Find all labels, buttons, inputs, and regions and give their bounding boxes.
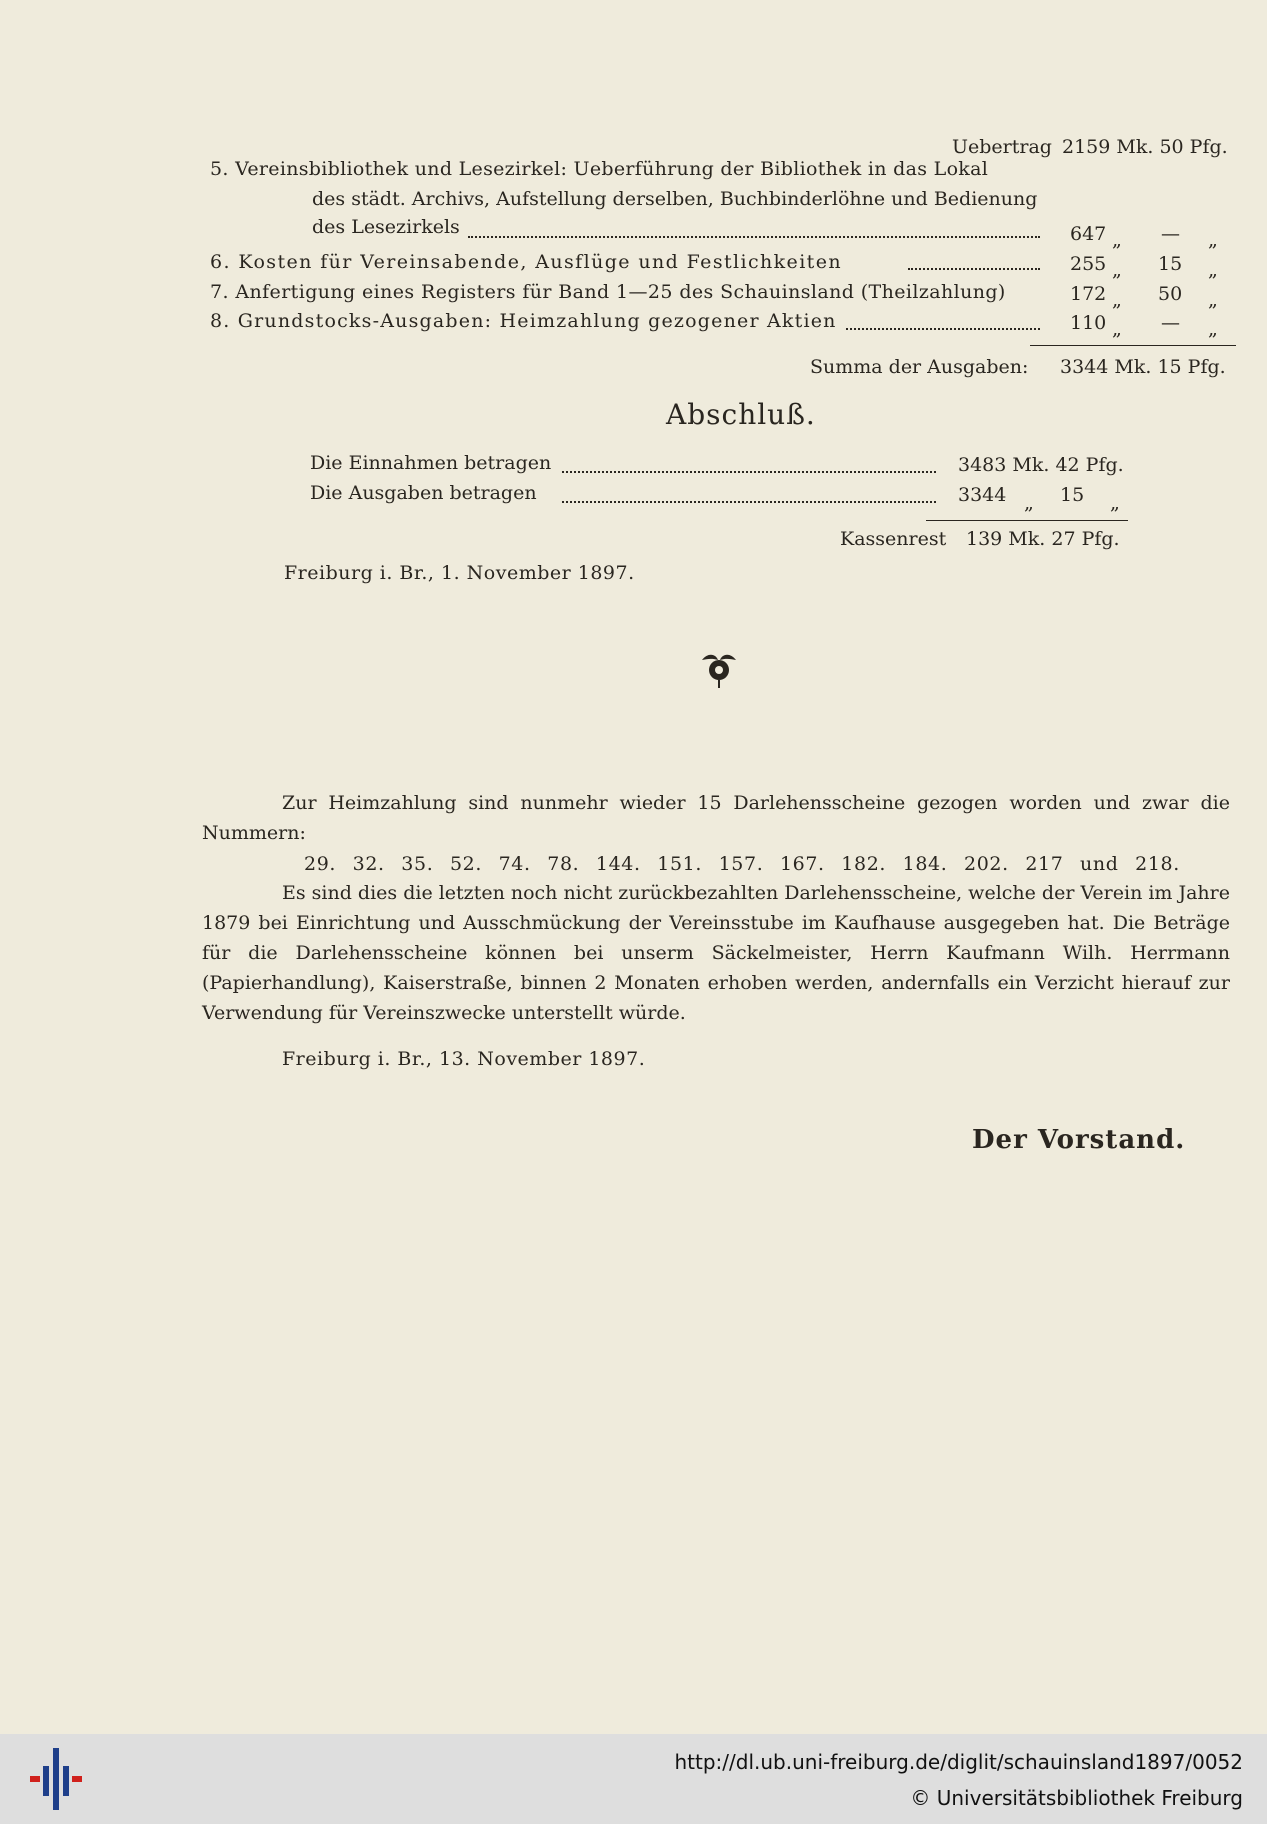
item7-pf: 50 [1158,283,1183,305]
leader-dots [562,501,936,503]
ditto-mark: „ [1110,492,1120,514]
item6-text: 6. Kosten für Vereinsabende, Ausflüge und Festlichkeiten [210,251,842,273]
ditto-mark: „ [1208,289,1218,311]
drawn-numbers: 29. 32. 35. 52. 74. 78. 144. 151. 157. 167. 182. 184. 202. 217 und 218. [304,853,1180,875]
permalink-url[interactable]: http://dl.ub.uni-freiburg.de/diglit/schauinsland1897/0052 [674,1750,1243,1774]
item5-pf: — [1161,223,1180,245]
notice-para1: Zur Heimzahlung sind nunmehr wieder 15 Darlehensscheine gezogen worden und zwar die Nummern: [202,792,1230,844]
ditto-mark: „ [1208,318,1218,340]
ornament-icon [698,650,740,690]
ditto-mark: „ [1208,259,1218,281]
library-footer [0,1734,1267,1824]
income-amount: 3483 Mk. 42 Pfg. [958,454,1124,476]
ditto-mark: „ [1208,229,1218,251]
sum-rule [1030,345,1236,346]
item8-pf: — [1161,312,1180,334]
item5-line2: des städt. Archivs, Aufstellung derselben, Buchbinderlöhne und Bedienung [312,188,1038,210]
notice-para2: Es sind dies die letzten noch nicht zurückbezahlten Darlehensscheine, welche der Verein im Jahre 1879 bei Einrichtung und Ausschmückung der Vereinsstube im Kaufhause ausgegeben hat. Die Beträge für die Darlehensscheine können bei unserm Säckelmeister, Herrn Kaufmann Wilh. Herrmann (Papierhandlung), Kaiserstraße, binnen 2 Monaten erhoben werden, andernfalls ein Verzicht hierauf zur Verwendung für Vereinszwecke unterstellt würde. [202,882,1230,1024]
signature: Der Vorstand. [972,1125,1186,1155]
item8-text: 8. Grundstocks-Ausgaben: Heimzahlung gezogener Aktien [210,310,837,332]
closing-heading: Abschluß. [666,398,816,431]
ditto-mark: „ [1024,492,1034,514]
item7-text: 7. Anfertigung eines Registers für Band 1—25 des Schauinsland (Theilzahlung) [210,281,1006,303]
item6-pf: 15 [1158,253,1183,275]
income-label: Die Einnahmen betragen [310,452,552,474]
closing-date: Freiburg i. Br., 1. November 1897. [284,562,635,584]
item5-line1: 5. Vereinsbibliothek und Lesezirkel: Ueberführung der Bibliothek in das Lokal [210,158,989,180]
leader-dots [468,236,1040,238]
ditto-mark: „ [1112,318,1122,340]
leader-dots [908,268,1040,270]
notice-date: Freiburg i. Br., 13. November 1897. [282,1048,646,1070]
total-amount: 3344 Mk. 15 Pfg. [1060,356,1226,378]
leader-dots [562,471,936,473]
copyright-text: © Universitätsbibliothek Freiburg [910,1786,1243,1810]
total-label: Summa der Ausgaben: [810,356,1029,378]
carry-label: Uebertrag [952,136,1052,158]
spend-mk: 3344 [958,484,1007,506]
ditto-mark: „ [1112,229,1122,251]
library-logo-icon [30,1748,82,1810]
item7-mk: 172 [1070,283,1107,305]
leader-dots [846,328,1040,330]
rest-amount: 139 Mk. 27 Pfg. [966,528,1120,550]
spend-pf: 15 [1060,484,1085,506]
item5-line3: des Lesezirkels [312,216,460,238]
ditto-mark: „ [1112,289,1122,311]
spend-label: Die Ausgaben betragen [310,482,537,504]
carry-amount: 2159 Mk. 50 Pfg. [1062,136,1228,158]
sum-rule [926,520,1128,521]
item6-mk: 255 [1070,253,1107,275]
rest-label: Kassenrest [840,528,947,550]
item8-mk: 110 [1070,312,1107,334]
ditto-mark: „ [1112,259,1122,281]
item5-mk: 647 [1070,223,1107,245]
